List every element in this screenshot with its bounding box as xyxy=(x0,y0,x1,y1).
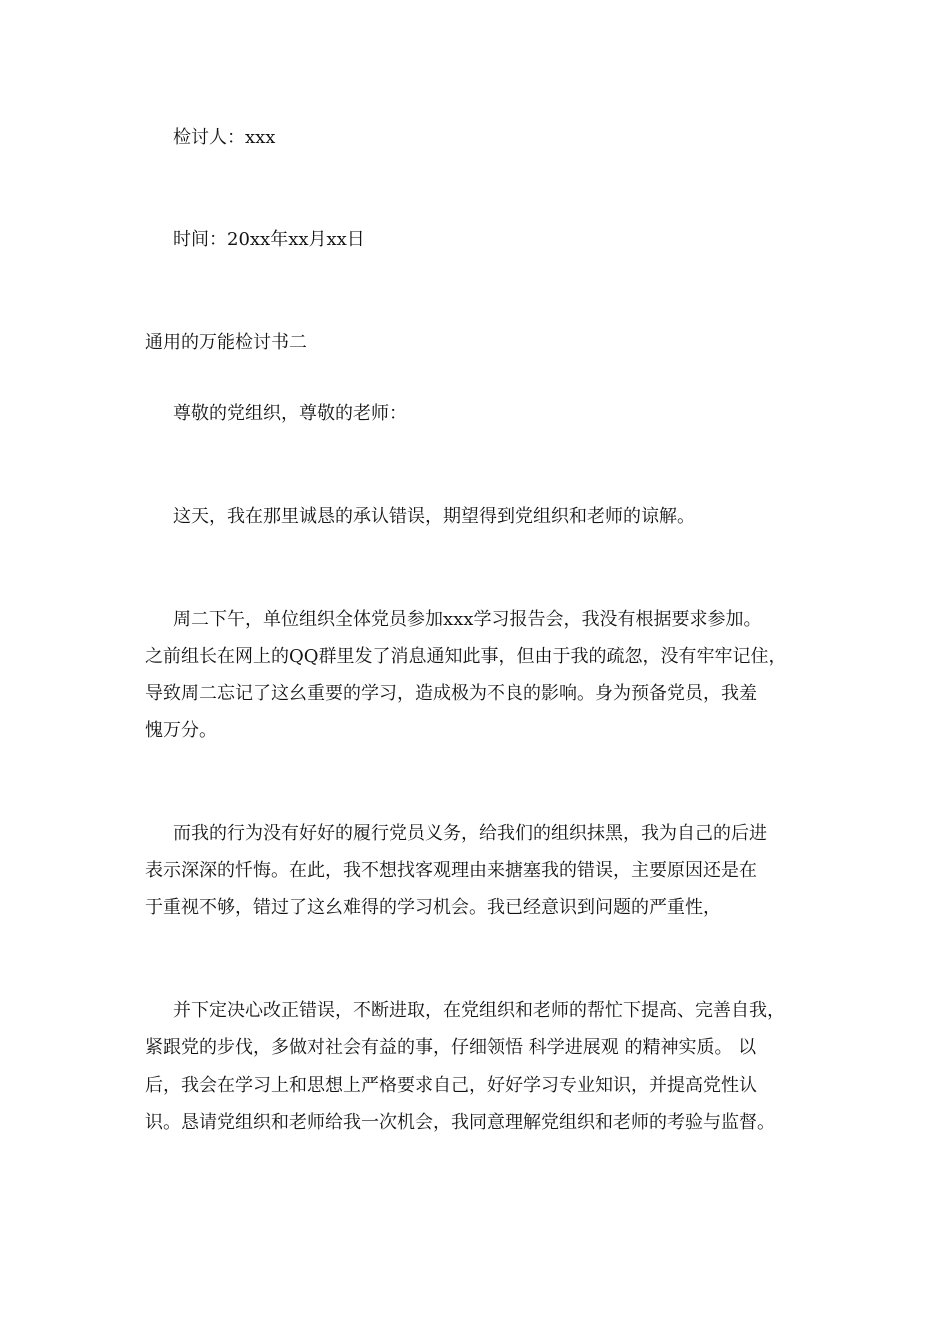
paragraph-3-line-2: 表示深深的忏悔。在此，我不想找客观理由来搪塞我的错误，主要原因还是在 xyxy=(145,860,757,881)
date-line: 时间：20xx年xx月xx日 xyxy=(173,229,365,250)
paragraph-4-line-1: 并下定决心改正错误，不断进取，在党组织和老师的帮忙下提高、完善自我， xyxy=(173,1000,785,1021)
paragraph-3-line-1: 而我的行为没有好好的履行党员义务，给我们的组织抹黑，我为自己的后进 xyxy=(173,823,767,844)
paragraph-4-line-3: 后，我会在学习上和思想上严格要求自己，好好学习专业知识，并提高党性认 xyxy=(145,1075,757,1096)
paragraph-2-line-2: 之前组长在网上的QQ群里发了消息通知此事，但由于我的疏忽，没有牢牢记住， xyxy=(145,646,787,667)
paragraph-2-line-1: 周二下午，单位组织全体党员参加xxx学习报告会，我没有根据要求参加。 xyxy=(173,609,762,630)
paragraph-2-line-4: 愧万分。 xyxy=(145,720,217,741)
paragraph-2-line-3: 导致周二忘记了这幺重要的学习，造成极为不良的影响。身为预备党员，我羞 xyxy=(145,683,757,704)
paragraph-4-line-4: 识。恳请党组织和老师给我一次机会，我同意理解党组织和老师的考验与监督。 xyxy=(145,1112,775,1133)
salutation: 尊敬的党组织，尊敬的老师： xyxy=(173,403,407,424)
paragraph-1-line-1: 这天，我在那里诚恳的承认错误，期望得到党组织和老师的谅解。 xyxy=(173,506,695,527)
section-title: 通用的万能检讨书二 xyxy=(145,332,307,353)
signature-line: 检讨人：xxx xyxy=(173,127,276,148)
paragraph-4-line-2: 紧跟党的步伐，多做对社会有益的事，仔细领悟 科学进展观 的精神实质。 以 xyxy=(145,1037,757,1058)
paragraph-3-line-3: 于重视不够，错过了这幺难得的学习机会。我已经意识到问题的严重性， xyxy=(145,897,721,918)
